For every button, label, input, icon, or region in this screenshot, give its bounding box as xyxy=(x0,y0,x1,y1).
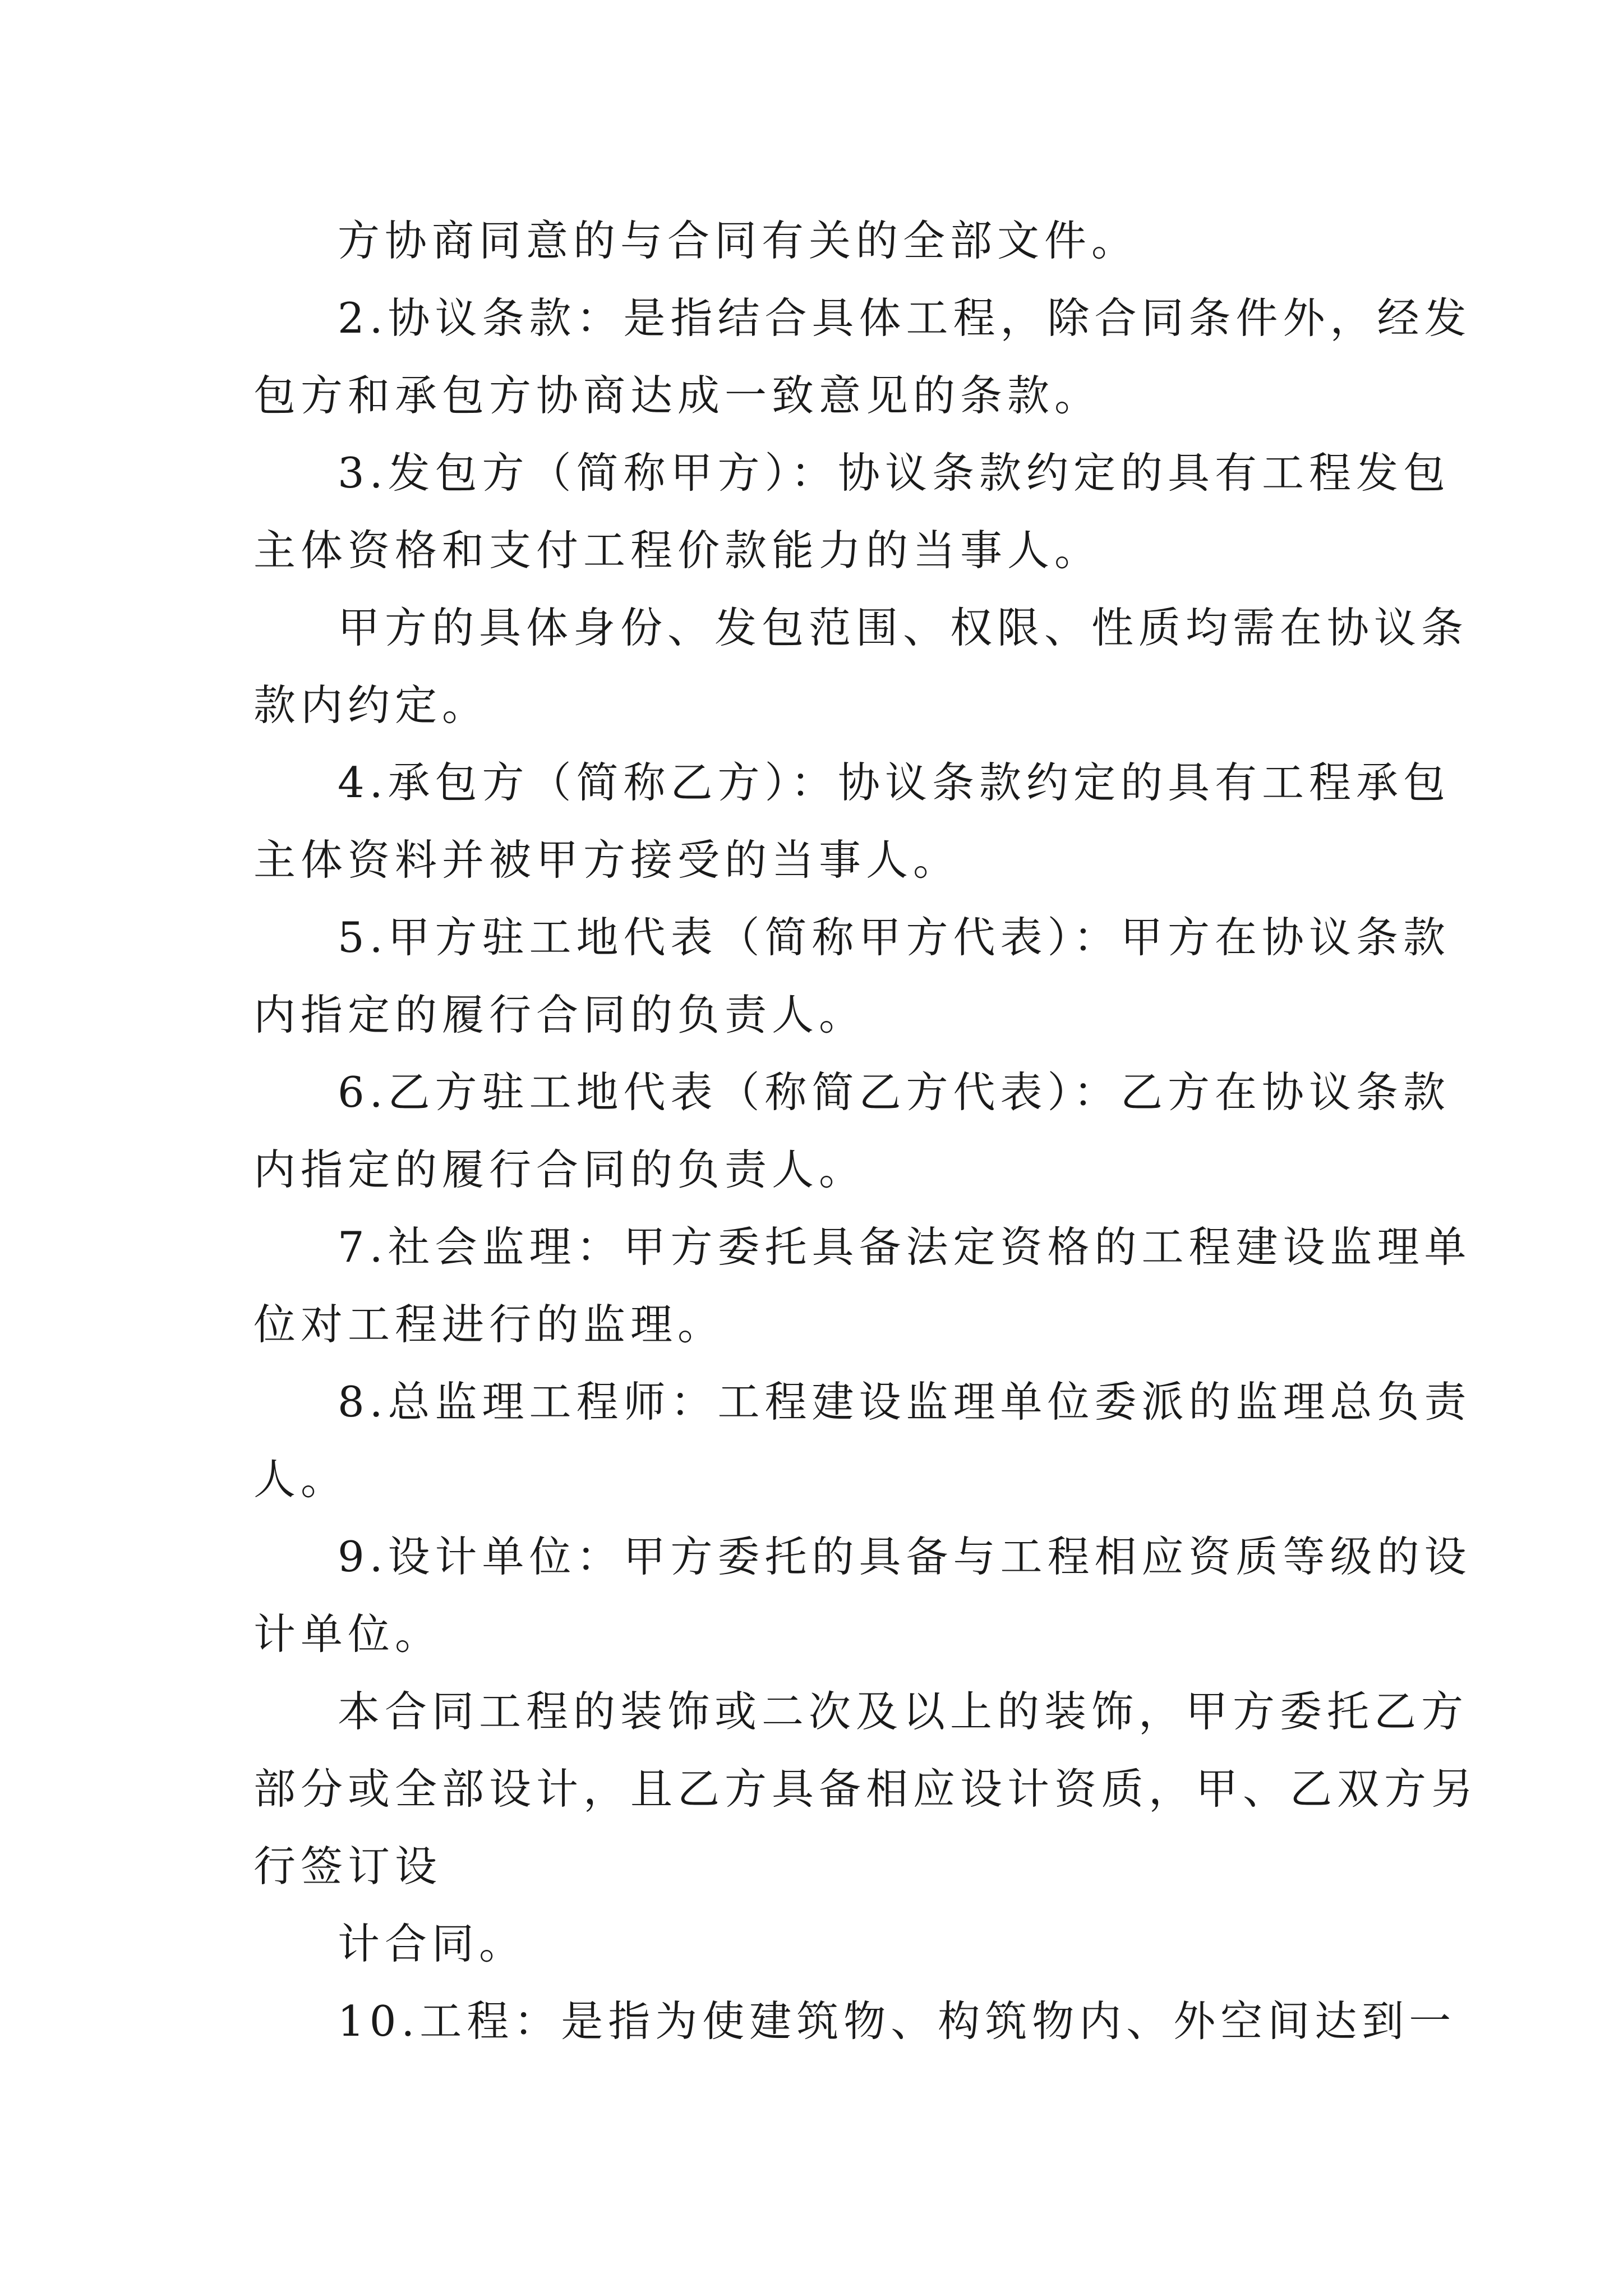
text-line: 包方和承包方协商达成一致意见的条款。 xyxy=(253,371,1102,420)
text-line: 内指定的履行合同的负责人。 xyxy=(253,990,866,1039)
text-line: 主体资料并被甲方接受的当事人。 xyxy=(253,835,961,885)
text-line: 6.乙方驻工地代表（称简乙方代表）：乙方在协议条款 xyxy=(338,1068,1451,1117)
text-line: 方协商同意的与合同有关的全部文件。 xyxy=(338,216,1139,265)
text-line: 计单位。 xyxy=(253,1609,442,1659)
text-line: 7.社会监理：甲方委托具备法定资格的工程建设监理单 xyxy=(338,1222,1472,1272)
text-line: 人。 xyxy=(253,1455,348,1504)
document-body xyxy=(253,202,1479,2060)
text-line: 3.发包方（简称甲方）：协议条款约定的具有工程发包 xyxy=(338,448,1451,498)
text-line: 行签订设 xyxy=(253,1842,442,1891)
text-line: 9.设计单位：甲方委托的具备与工程相应资质等级的设 xyxy=(338,1532,1472,1581)
text-line: 位对工程进行的监理。 xyxy=(253,1300,725,1349)
text-line: 本合同工程的装饰或二次及以上的装饰，甲方委托乙方 xyxy=(338,1687,1469,1736)
text-line: 款内约定。 xyxy=(253,680,490,730)
text-line: 2.协议条款：是指结合具体工程，除合同条件外，经发 xyxy=(338,293,1472,343)
text-line: 8.总监理工程师：工程建设监理单位委派的监理总负责 xyxy=(338,1377,1472,1427)
text-line: 计合同。 xyxy=(338,1919,527,1968)
text-line: 部分或全部设计，且乙方具备相应设计资质，甲、乙双方另 xyxy=(253,1764,1479,1814)
text-line: 4.承包方（简称乙方）：协议条款约定的具有工程承包 xyxy=(338,758,1451,807)
text-line: 内指定的履行合同的负责人。 xyxy=(253,1145,866,1194)
text-line: 甲方的具体身份、发包范围、权限、性质均需在协议条 xyxy=(338,603,1469,652)
text-line: 主体资格和支付工程价款能力的当事人。 xyxy=(253,526,1102,575)
text-line: 5.甲方驻工地代表（简称甲方代表）：甲方在协议条款 xyxy=(338,913,1451,962)
text-line: 10.工程：是指为使建筑物、构筑物内、外空间达到一 xyxy=(338,1996,1456,2046)
